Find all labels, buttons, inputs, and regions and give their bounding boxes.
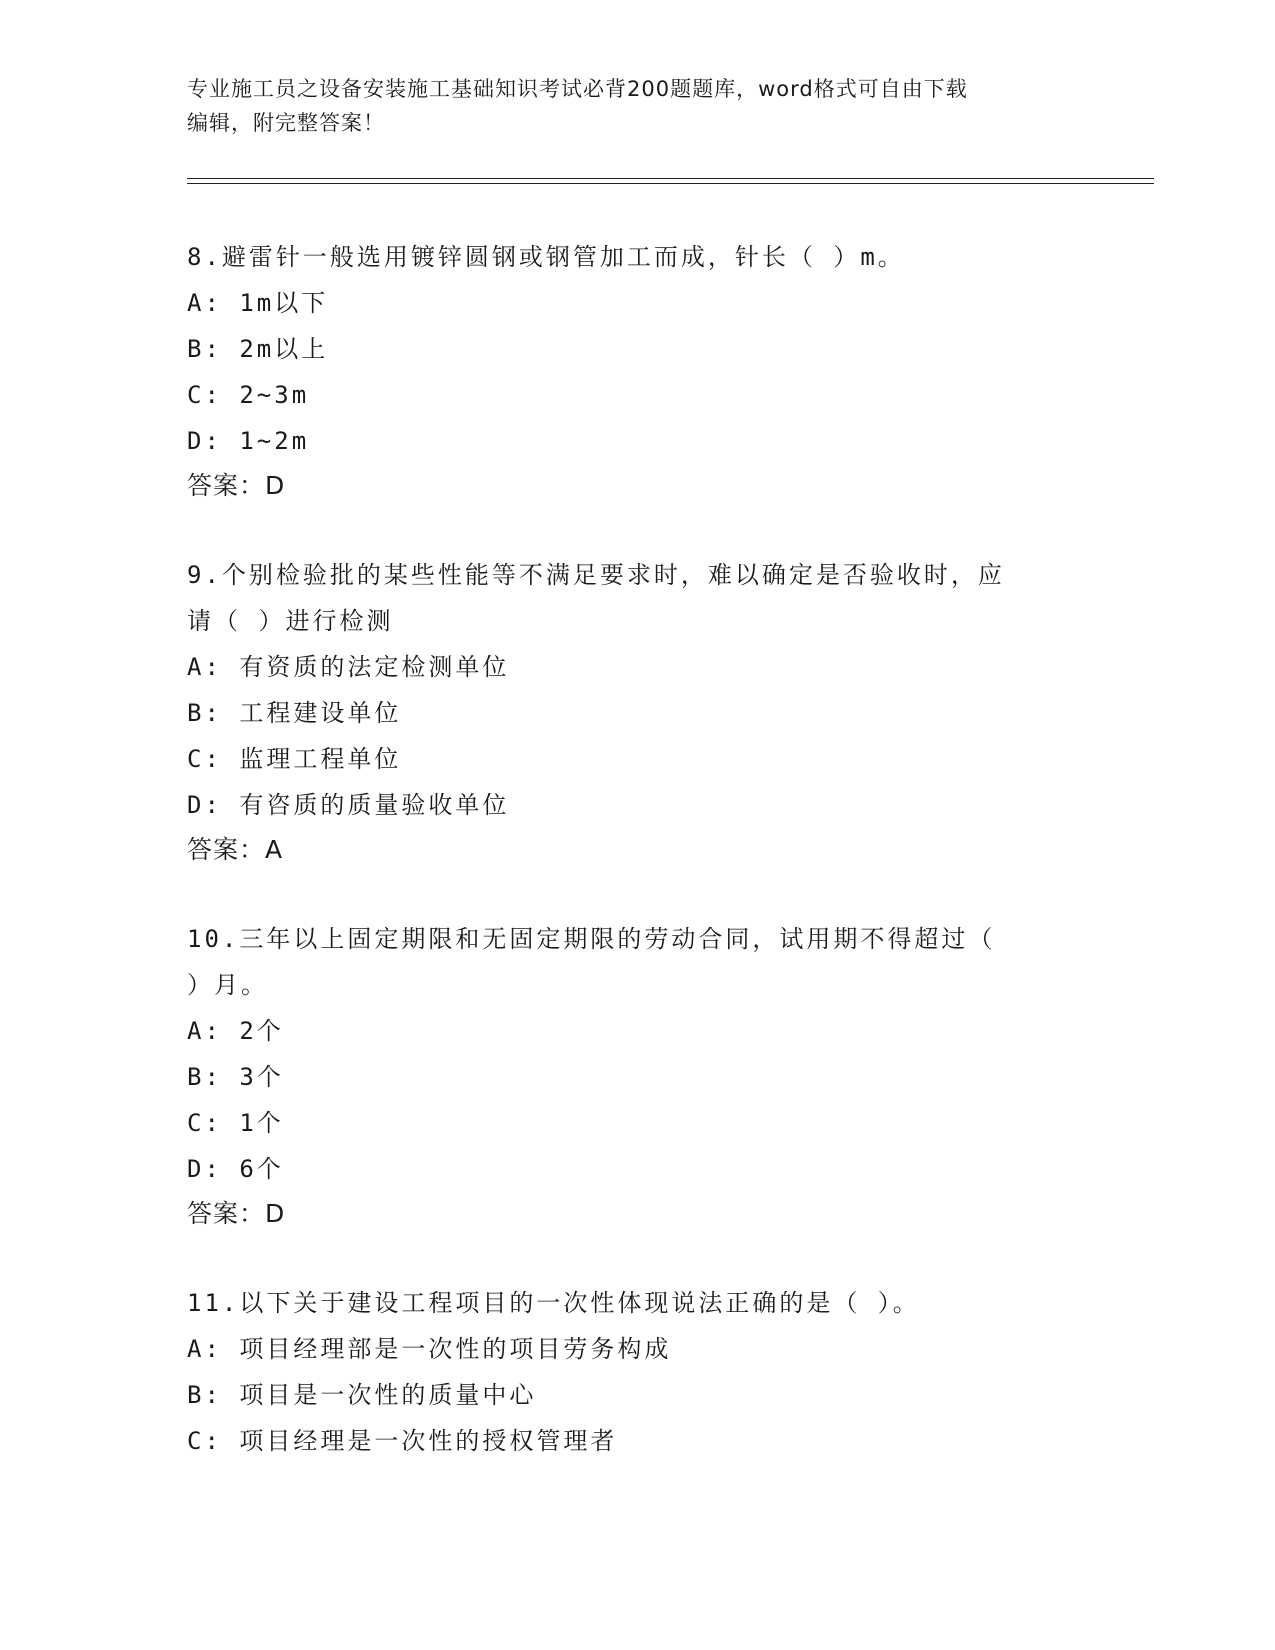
question-text: 10.三年以上固定期限和无固定期限的劳动合同，试用期不得超过（: [187, 925, 996, 953]
option-a: A: 1m以下: [187, 289, 329, 317]
option-a: A: 2个: [187, 1017, 284, 1045]
option-d: D: 有咨质的质量验收单位: [187, 791, 510, 819]
answer: 答案：D: [187, 471, 286, 500]
question-text: 8.避雷针一般选用镀锌圆钢或钢管加工而成，针长（ ）m。: [187, 243, 905, 271]
question-text-cont: 请（ ）进行检测: [187, 607, 394, 635]
option-c: C: 监理工程单位: [187, 745, 402, 773]
option-c: C: 1个: [187, 1109, 284, 1137]
header-line-2: 编辑，附完整答案！: [187, 111, 385, 135]
header-rule-top: [187, 178, 1154, 179]
option-b: B: 3个: [187, 1063, 284, 1091]
document-header: [187, 72, 1087, 140]
option-b: B: 工程建设单位: [187, 699, 402, 727]
option-b: B: 2m以上: [187, 335, 329, 363]
question-9: [187, 552, 1067, 872]
answer: 答案：D: [187, 1199, 286, 1228]
question-8: [187, 234, 1067, 508]
answer: 答案：A: [187, 835, 284, 864]
option-d: D: 6个: [187, 1155, 284, 1183]
option-a: A: 有资质的法定检测单位: [187, 653, 510, 681]
question-10: [187, 916, 1067, 1236]
question-text: 9.个别检验批的某些性能等不满足要求时，难以确定是否验收时，应: [187, 561, 1005, 589]
question-text-cont: ）月。: [187, 971, 268, 999]
option-c: C: 2~3m: [187, 381, 310, 409]
option-d: D: 1~2m: [187, 427, 310, 455]
question-list: [187, 234, 1067, 1508]
question-text: 11.以下关于建设工程项目的一次性体现说法正确的是（ ）。: [187, 1289, 920, 1317]
header-line-1: 专业施工员之设备安装施工基础知识考试必背200题题库，word格式可自由下载: [187, 77, 968, 101]
header-rule-bottom: [187, 183, 1154, 184]
option-a: A: 项目经理部是一次性的项目劳务构成: [187, 1335, 672, 1363]
option-b: B: 项目是一次性的质量中心: [187, 1381, 537, 1409]
question-11: [187, 1280, 1067, 1464]
option-c: C: 项目经理是一次性的授权管理者: [187, 1427, 618, 1455]
